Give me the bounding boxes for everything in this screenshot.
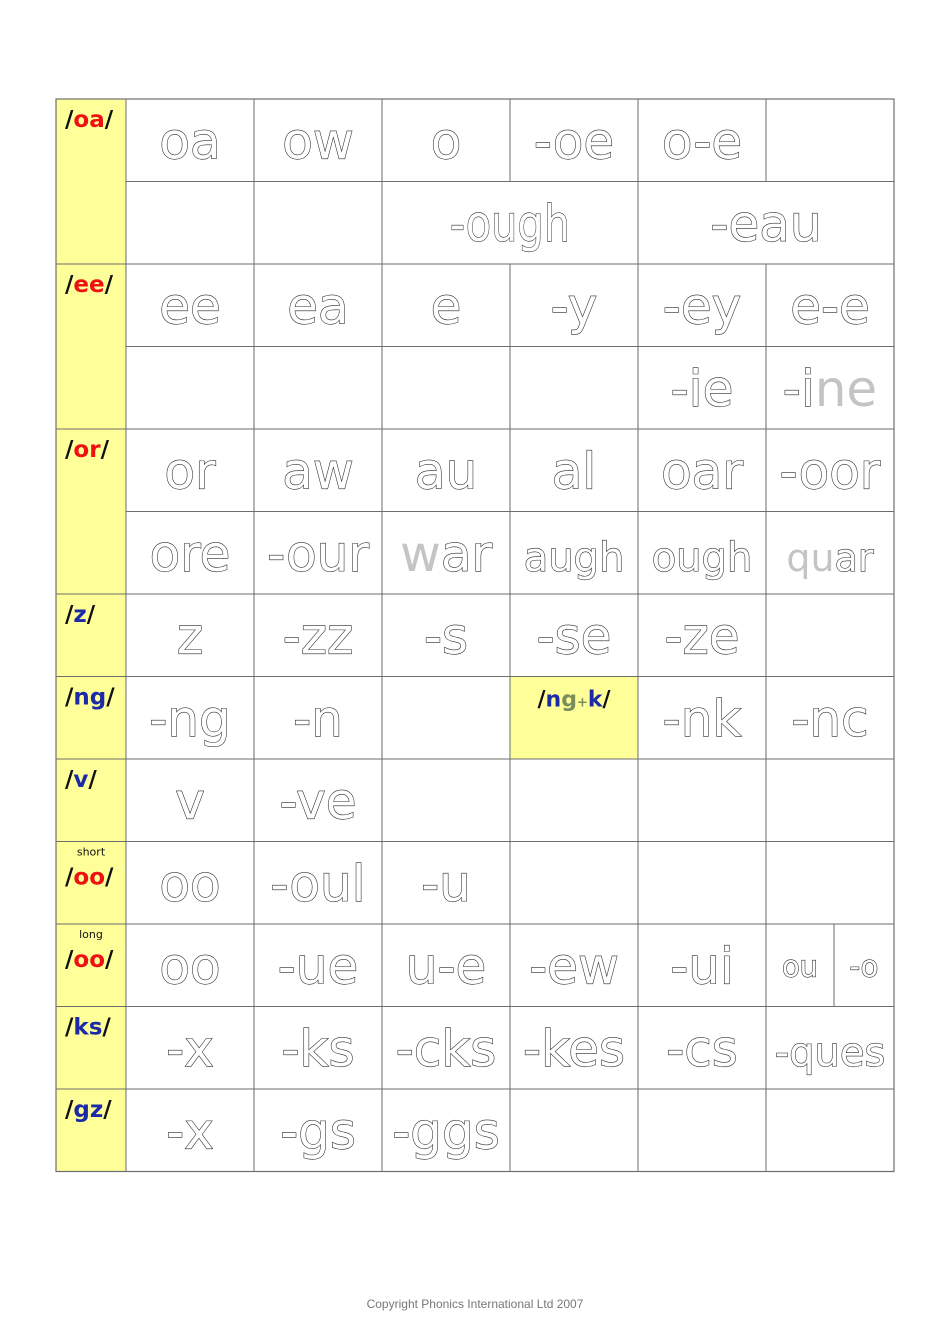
cell-1-1-1 [254,347,382,430]
cell-0-0-5 [766,99,894,182]
spelling-text: -oul [270,854,366,913]
spelling-text: or [164,442,216,501]
cell-1-1-0 [126,347,254,430]
length-note: long [79,928,103,941]
spelling-text: -ques [774,1029,886,1076]
sound-header: /z/ [65,602,96,628]
spelling-text: -u [421,854,471,913]
spelling-text: -ng [149,689,231,748]
spelling-text: -ough [450,194,570,253]
cell-9-0-4 [638,1089,766,1172]
spelling-text: -ew [529,937,619,996]
spelling-text: -se [536,607,612,666]
spelling-text: ough [651,534,753,581]
spelling-text: oo [159,937,221,996]
spelling-text: -ey [662,277,742,336]
spelling-text: -ui [670,937,734,996]
sound-header: /oa/ [65,107,114,133]
spelling-text [786,536,874,580]
spelling-text: -oe [533,112,615,171]
sound-header: /gz/ [65,1097,112,1123]
sound-header: /v/ [65,767,97,793]
cell-0-1-0 [126,182,254,265]
cell-9-0-5 [766,1089,894,1172]
sound-header: /or/ [65,437,109,463]
spelling-text: o-e [661,112,743,171]
spelling-part: ne [814,359,878,418]
spelling-text: o [430,112,462,171]
inner-sound-header: /ng+k/ [537,687,611,713]
spelling-text: ee [159,277,221,336]
cell-1-1-2 [382,347,510,430]
cell-5-0-4 [638,759,766,842]
spelling-text: -o [849,949,879,984]
spelling-text: oa [159,112,221,171]
spelling-text [783,360,877,418]
spelling-text: oar [661,442,743,501]
spelling-text: -nc [791,689,869,748]
copyright-footer: Copyright Phonics International Ltd 2007 [366,1297,584,1311]
spelling-text: z [176,607,204,666]
spelling-text: -nk [662,689,742,748]
sound-header: /oo/ [65,947,114,973]
spelling-text: -ks [281,1019,355,1078]
sound-header: /ng/ [65,684,115,711]
spelling-text: oo [159,854,221,913]
cell-6-0-5 [766,842,894,925]
spelling-text: -gs [280,1102,356,1161]
spelling-text: -x [166,1019,214,1078]
spelling-text: augh [523,534,625,581]
spelling-text: -ze [664,607,740,666]
cell-5-0-3 [510,759,638,842]
spelling-text: aw [282,442,354,501]
spelling-text: au [414,442,478,501]
cell-0-1-1 [254,182,382,265]
spelling-text: al [551,442,597,501]
spelling-part: w [399,524,441,583]
spelling-part: -i [782,359,815,418]
spelling-text: -cs [666,1019,738,1078]
cell-1-1-3 [510,347,638,430]
spelling-text: -ue [277,937,359,996]
spelling-text: ou [781,949,819,984]
spelling-part: qu [786,535,835,580]
spelling-text: -cks [395,1019,497,1078]
cell-6-0-3 [510,842,638,925]
spelling-text: e [430,277,462,336]
spelling-text: -ie [670,359,734,418]
spelling-text: -kes [522,1019,626,1078]
spelling-text: ore [149,524,231,583]
spelling-text: -eau [710,194,822,253]
length-note: short [76,845,106,859]
spelling-text: e-e [790,277,870,336]
spelling-text: -n [293,689,343,748]
cell-3-0-5 [766,594,894,677]
sound-header: /ee/ [65,272,114,298]
spelling-text: -our [267,524,369,583]
spelling-text: ow [282,112,354,171]
cell-6-0-4 [638,842,766,925]
spelling-text: -y [550,277,598,336]
spelling-part: ar [834,535,874,580]
cell-4-0-2 [382,677,510,760]
spelling-text: u-e [405,937,487,996]
cell-5-0-2 [382,759,510,842]
cell-5-0-5 [766,759,894,842]
cell-9-0-3 [510,1089,638,1172]
spelling-text: -ve [279,772,357,831]
spelling-text: -s [423,607,469,666]
spelling-part: ar [440,524,493,583]
spelling-text: -oor [779,442,881,501]
sound-header: /oo/ [65,864,114,891]
spelling-text [400,525,493,583]
spelling-text: -ggs [392,1102,500,1161]
spelling-text: -zz [282,607,354,666]
spelling-text: -x [166,1102,214,1161]
spelling-text: v [175,772,205,831]
spelling-text: ea [287,277,349,336]
sound-header: /ks/ [65,1014,111,1041]
